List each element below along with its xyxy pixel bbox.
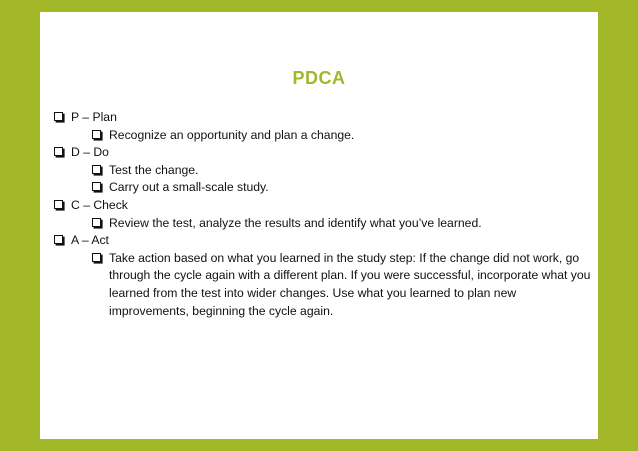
slide [40, 12, 598, 439]
list-item-text: Review the test, analyze the results and identify what you’ve learned. [109, 215, 482, 230]
list-subitem [54, 250, 596, 320]
checkbox-square-icon [92, 130, 101, 139]
list-subitem [54, 215, 596, 233]
list-item-text: D – Do [71, 145, 109, 160]
list-item-text: Take action based on what you learned in the study step: If the change did not work, go through the cycle again with a different plan. If you were successful, incorporate what you learned from the test into wider changes. Use what you learned to plan new improvements, beginning the cycle again. [109, 250, 591, 318]
bullet-list [54, 109, 596, 320]
checkbox-square-icon [92, 165, 101, 174]
checkbox-square-icon [92, 218, 101, 227]
list-subitem [54, 127, 596, 145]
checkbox-square-icon [54, 147, 63, 156]
list-subitem [54, 179, 596, 197]
list-item-check [54, 197, 596, 215]
list-item-act [54, 232, 596, 250]
checkbox-square-icon [54, 200, 63, 209]
list-item-text: C – Check [71, 197, 128, 212]
list-subitem [54, 162, 596, 180]
list-item-text: Test the change. [109, 162, 199, 177]
list-item-text: Recognize an opportunity and plan a change. [109, 127, 355, 142]
checkbox-square-icon [54, 235, 63, 244]
checkbox-square-icon [92, 253, 101, 262]
list-item-text: Carry out a small-scale study. [109, 180, 269, 195]
list-item-text: P – Plan [71, 110, 117, 124]
list-item-text: A – Act [71, 233, 109, 248]
slide-title: PDCA [292, 68, 346, 88]
list-item-do [54, 144, 596, 162]
list-item-plan [54, 109, 596, 127]
checkbox-square-icon [54, 112, 63, 121]
checkbox-square-icon [92, 182, 101, 191]
